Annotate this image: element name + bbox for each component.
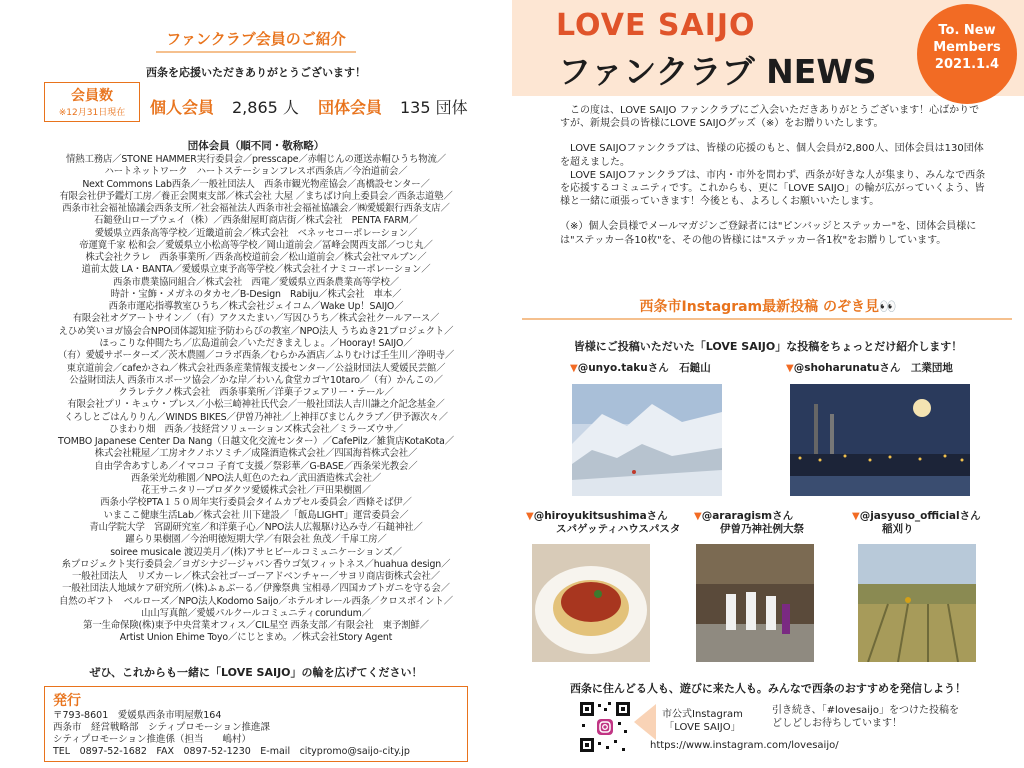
intro-note: （※）個人会員様でメールマガジンご登録者には"ピンバッジとステッカー"を、団体会員様には"ステッカー各10枚"を、その他の皆様には"ステッカー各1枚"をお贈りしています。: [560, 221, 977, 246]
member-line: 一般社団法人地域ケア研究所／(株)ふぁぶーる／伊豫祭典 宝相尋／四国カブトガニを守る会／: [62, 583, 450, 595]
photo-festival: [696, 544, 814, 662]
badge-line-1: To. New: [938, 23, 996, 38]
member-line: 有限会社プリ・キュウ・プレス／小松三崎神社氏代会／一般社団法人吉川謙之介記念基金／: [67, 399, 445, 411]
member-count-label: 会員数: [71, 88, 113, 104]
qr-code: [578, 700, 632, 754]
member-line: Artist Union Ehime Toyo／にじとまめ。／株式会社Story Agent: [119, 632, 393, 644]
member-line: いまここ健康生活Lab／株式会社 川下建設／「飯島LIGHT」運営委員会／: [103, 509, 409, 521]
publisher-department: 西条市 経営戦略部 シティプロモーション推進課: [53, 722, 270, 733]
member-line: 西条市社会福祉協議会西条支所／社会福祉法人西条市社会福祉協議会／㈱愛媛銀行西条支店／: [62, 203, 450, 215]
member-line: 一般社団法人 リズカーレ／株式会社ゴーゴーアドベンチャー／サヨリ商店街株式会社／: [72, 571, 440, 583]
triangle-icon: ▼: [694, 511, 702, 522]
triangle-icon: ▼: [570, 363, 578, 374]
member-line: 愛媛県立西条高等学校／近畿道前会／株式会社 ベネッセコーポレーション／: [94, 227, 418, 239]
members-title: ファンクラブ会員のご紹介: [0, 28, 512, 53]
heading-divider: [522, 318, 1012, 320]
post-title: 石鎚山: [679, 362, 711, 374]
group-count: 135 団体: [400, 98, 468, 117]
member-line: 情熱工務店／STONE HAMMER実行委員会／presscape／赤帽じんの運送赤帽ひうち物流／: [66, 154, 446, 165]
member-line: 躍らり果樹園／今治明徳短期大学／有限会社 魚茂／千扉工房／: [125, 534, 387, 546]
post-title: 伊曽乃神社例大祭: [720, 523, 804, 535]
hashtag-message-line-1: 引き続き、「#lovesaijo」をつけた投稿を: [772, 705, 959, 716]
instagram-heading: 西条市Instagram最新投稿 のぞき見👀: [639, 299, 897, 315]
post-title: スパゲッティハウスパスタ: [556, 523, 681, 535]
member-line: 自由学舎あすしあ／イマココ 子育て支援／祭彩華／G-BASE／西条栄光教会／: [94, 460, 418, 472]
instagram-label: [662, 708, 743, 734]
publisher-box: [44, 686, 468, 762]
member-count-note: ※12月31日現在: [58, 108, 126, 118]
publisher-title: 発行: [53, 693, 81, 709]
post-caption: [694, 510, 804, 523]
member-line: くろしとごはんりりん／WINDS BIKES／伊曽乃神社／上神拝ぴまじんクラブ／伊予源次々／: [64, 411, 448, 423]
member-line: 青山学院大学 宮副研究室／和洋菓子心／NPO法人広報駆け込み寺／石鎚神社／: [89, 521, 423, 533]
publisher-section: シティプロモーション推進係（担当 嶋村）: [53, 734, 251, 745]
member-line: （有）愛媛サポーターズ／茨木農園／コラボ西条／むらかみ酒店／ふりむけば壬生川／浄明寺／: [57, 350, 455, 362]
member-line: クラレテクノ株式会社 西条事業所／洋菓子フェアリー・テール／: [118, 387, 394, 399]
group-member-list: [6, 154, 506, 645]
member-line: 石鎚登山ロープウェイ（株）／西条紺屋町商店街／株式会社 PENTA FARM／: [94, 215, 418, 227]
instagram-post: [786, 362, 953, 375]
photo-rice-harvest: [858, 544, 976, 662]
instagram-label-line-1: 市公式Instagram: [662, 709, 743, 720]
instagram-post: [852, 510, 981, 536]
post-caption: [570, 362, 711, 375]
badge-line-2: Members: [933, 40, 1001, 55]
hashtag-message-line-2: どしどしお待ちしています！: [772, 718, 902, 729]
member-line: 時計・宝飾・メガネのタカセ／B-Design Rabiju／株式会社 車本／: [110, 288, 402, 300]
member-line: 第一生命保険(株)東予中央営業オフィス／CIL星空 西条支部／有限会社 東予割鮮／: [83, 620, 429, 632]
post-title: 稲刈り: [882, 523, 914, 535]
member-line: Next Commons Lab西条／一般社団法人 西条市観光物産協会／髙橋設センター／: [82, 178, 430, 190]
badge-date: 2021.1.4: [934, 57, 1000, 72]
triangle-icon: ▼: [786, 363, 794, 374]
post-user: @jasyuso_officialさん: [859, 510, 981, 522]
member-line: ハートネットワーク ハートステーションフレスポ西条店／今治道前会／: [104, 166, 408, 178]
member-line: 西条市農業協同組合／株式会社 西電／愛媛県立西条農業高等学校／: [113, 276, 399, 288]
individual-label: 個人会員: [150, 98, 215, 117]
photo-pasta: [532, 544, 650, 662]
thanks-text: 西条を応援いただきありがとうございます！: [146, 66, 366, 79]
member-count-box: [44, 82, 140, 122]
member-line: えひめ笑いヨガ協会合NPO団体認知症予防わらびの教室／NPO法人 うちぬき21プロジェクト／: [58, 325, 454, 337]
member-line: 道前太鼓 LA・BANTA／愛媛県立東予高等学校／株式会社イナミコーポレーション／: [81, 264, 431, 276]
member-line: 西条市運応指導教室ひうち／株式会社ジェイコム／Wake Up！SAIJO／: [108, 301, 404, 313]
instagram-intro: 皆様にご投稿いただいた「LOVE SAIJO」な投稿をちょっとだけ紹介します！: [573, 340, 963, 353]
intro-paragraph-3: LOVE SAIJOファンクラブは、市内・市外を問わず、西条が好きな人が集まり、みんなで西条を応援するコミュニティです。これからも、更に「LOVE SAIJO」の輪が広がっていくよう、皆様と一緒に頑張っていきます！今後とも、よろしくお願いいたします。: [560, 169, 986, 208]
individual-count: 2,865 人: [232, 98, 299, 117]
member-line: 有限会社伊予鑑灯工房／養正会関東支部／株式会社 大屋 ／まちばけ向上委員会／西条志道塾／: [59, 190, 453, 202]
member-line: 西条小学校PTA１５０周年実行委員会タイムカプセル委員会／西條そば伊／: [100, 497, 412, 509]
new-members-badge: [917, 4, 1017, 104]
member-line: 西条栄光幼稚園／NPO法人虹色のたね／武田酒造株式会社／: [130, 472, 382, 484]
intro-text: [560, 104, 988, 259]
publisher-address: 〒793-8601 愛媛県西条市明屋敷164: [53, 710, 222, 721]
member-line: 糸プロジェクト実行委員会／ヨガシナジージャパン香ウゴ気フィットネス／huahua design／: [61, 558, 451, 570]
member-line: 有限会社オグアートサイン／（有）アクスたまい／写因ひうち／株式会社クールアース／: [72, 313, 440, 325]
triangle-icon: ▼: [852, 511, 860, 522]
member-line: 帝運寛千家 松和会／愛媛県立小松高等学校／岡山道前会／冨峰会関西支部／つじ丸／: [79, 239, 433, 251]
photo-mountain: [572, 384, 722, 496]
member-line: 花王サニタリープロダクツ愛媛株式会社／戸田果樹園／: [141, 485, 371, 497]
pointer-arrow-icon: [634, 704, 656, 740]
member-line: 株式会社クラレ 西条事業所／西条高校道前会／松山道前会／株式会社マルブン／: [85, 252, 427, 264]
intro-paragraph-1: この度は、LOVE SAIJO ファンクラブにご入会いただきありがとうございます！心ばかりですが、新規会員の皆様にLOVE SAIJOグッズ（※）をお贈りいたします。: [560, 105, 980, 130]
member-line: 株式会社糀屋／工房オクノホソミチ／成隆酒造株式会社／四国海苔株式会社／: [94, 448, 418, 460]
member-line: 公益財団法人 西条市スポーツ協会／かな岸／わいん食堂カゴヤ10taro／（有）かんこの／: [69, 374, 443, 386]
post-user: @araragismさん: [701, 510, 794, 522]
member-line: soiree musicale 渡辺美月／(株)アサヒビールコミュニケーションズ／: [110, 546, 402, 558]
group-members-heading: 団体会員（順不同・敬称略）: [187, 140, 325, 152]
right-page: [512, 0, 1024, 768]
instagram-url: https://www.instagram.com/lovesaijo/: [650, 740, 839, 751]
love-saijo-logo: LOVE SAIJO: [556, 8, 756, 43]
post-caption: [526, 510, 680, 523]
member-line: ひまわり畑 西条／技経営ソリューションズ株式会社／ミラーズウサ／: [109, 423, 403, 435]
photo-industrial-park: [790, 384, 970, 496]
post-caption: [852, 510, 981, 523]
triangle-icon: ▼: [526, 511, 534, 522]
member-line: 山山写真館／愛媛パルクールコミュニティcorundum／: [141, 607, 371, 619]
member-line: 東京道前会／cafeかさね／株式会社西条産業情報支援センター／公益財団法人愛媛民芸館／: [66, 362, 446, 374]
instagram-post: [694, 510, 804, 536]
post-user: @shoharunatuさん: [793, 362, 901, 374]
instagram-post: [526, 510, 680, 536]
instagram-post: [570, 362, 711, 375]
publisher-contact: TEL 0897-52-1682 FAX 0897-52-1230 E-mail citypromo@saijo-city.jp: [53, 746, 410, 757]
member-line: 自然のギフト ベルローズ／NPO法人Kodomo Saijo／ホテルオレール西条／クロスポイント／: [59, 595, 453, 607]
closing-message: ぜひ、これからも一緒に「LOVE SAIJO」の輪を広げてください！: [89, 666, 423, 679]
post-user: @hiroyukitsushimaさん: [533, 510, 668, 522]
news-title: ファンクラブ NEWS: [558, 52, 877, 91]
post-user: @unyo.takuさん: [577, 362, 669, 374]
instagram-label-line-2: 「LOVE SAIJO」: [664, 722, 741, 733]
member-line: ほっこりな仲間たち／広島道前会／いただきまえしょ。／Hooray! SAIJO／: [99, 337, 413, 349]
post-caption: [786, 362, 953, 375]
bottom-message: 西条に住んどる人も、遊びに来た人も。みんなで西条のおすすめを発信しよう！: [569, 682, 967, 695]
member-line: TOMBO Japanese Center Da Nang（日越文化交流センター）／CafePilz／雑貨店KotaKota／: [57, 436, 455, 448]
post-title: 工業団地: [910, 362, 953, 374]
group-label: 団体会員: [318, 98, 383, 117]
hashtag-message: [772, 704, 959, 730]
intro-paragraph-2: LOVE SAIJOファンクラブは、皆様の応援のもと、個人会員が2,800人、団体会員は130団体を超えました。: [560, 143, 984, 168]
